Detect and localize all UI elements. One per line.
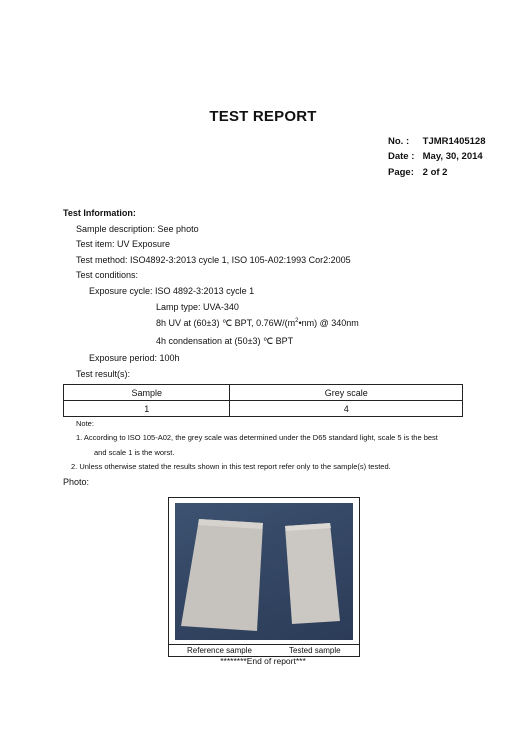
tested-sample-caption: Tested sample bbox=[289, 646, 341, 655]
sample-description: Sample description: See photo bbox=[76, 224, 199, 234]
sample-photo bbox=[175, 503, 353, 640]
report-number-row bbox=[388, 136, 486, 147]
uv-condition-text-end: •nm) @ 340nm bbox=[298, 318, 359, 328]
tested-sample-plate bbox=[285, 523, 340, 624]
report-page-label: Page: bbox=[388, 167, 414, 178]
report-page-row bbox=[388, 167, 447, 178]
report-number-value: TJMR1405128 bbox=[422, 136, 486, 147]
report-date-row bbox=[388, 151, 483, 162]
note-label: Note: bbox=[76, 419, 94, 428]
grey-scale-column-header: Grey scale bbox=[230, 385, 463, 401]
test-conditions-label: Test conditions: bbox=[76, 270, 139, 280]
reference-sample-caption: Reference sample bbox=[187, 646, 252, 655]
exposure-period: Exposure period: 100h bbox=[89, 353, 180, 363]
report-number-label: No. : bbox=[388, 136, 410, 147]
photo-frame bbox=[168, 497, 360, 657]
report-date-label: Date : bbox=[388, 151, 415, 162]
note-1-line-2: and scale 1 is the worst. bbox=[94, 448, 175, 457]
sample-column-header: Sample bbox=[64, 385, 230, 401]
sample-cell: 1 bbox=[64, 401, 230, 417]
condensation-condition: 4h condensation at (50±3) ℃ BPT bbox=[156, 336, 294, 346]
sample-photo-image bbox=[175, 503, 353, 640]
test-method: Test method: ISO4892-3:2013 cycle 1, ISO 105-A02:1993 Cor2:2005 bbox=[76, 255, 351, 265]
note-2: 2. Unless otherwise stated the results shown in this test report refer only to the sample(s) tested. bbox=[71, 462, 391, 471]
uv-condition-text: 8h UV at (60±3) ℃ BPT, 0.76W/(m bbox=[156, 318, 296, 328]
photo-label: Photo: bbox=[63, 477, 90, 487]
exposure-cycle: Exposure cycle: ISO 4892-3:2013 cycle 1 bbox=[89, 286, 255, 296]
report-date-value: May, 30, 2014 bbox=[422, 151, 483, 162]
lamp-type: Lamp type: UVA-340 bbox=[156, 302, 239, 312]
test-information-heading: Test Information: bbox=[63, 208, 136, 218]
end-of-report: ********End of report*** bbox=[220, 656, 306, 666]
grey-scale-cell: 4 bbox=[230, 401, 463, 417]
note-1-line-1: 1. According to ISO 105-A02, the grey scale was determined under the D65 standard light, scale 5 is the best bbox=[76, 433, 438, 442]
uv-condition bbox=[156, 318, 359, 329]
uv-condition-superscript: 2 bbox=[295, 318, 299, 324]
reference-sample-plate bbox=[181, 519, 263, 631]
results-table bbox=[63, 384, 463, 417]
test-item: Test item: UV Exposure bbox=[76, 239, 171, 249]
test-results-label: Test result(s): bbox=[76, 369, 131, 379]
report-page-value: 2 of 2 bbox=[422, 167, 448, 178]
results-header-row bbox=[64, 385, 463, 401]
report-title: TEST REPORT bbox=[209, 108, 317, 125]
table-row bbox=[64, 401, 463, 417]
